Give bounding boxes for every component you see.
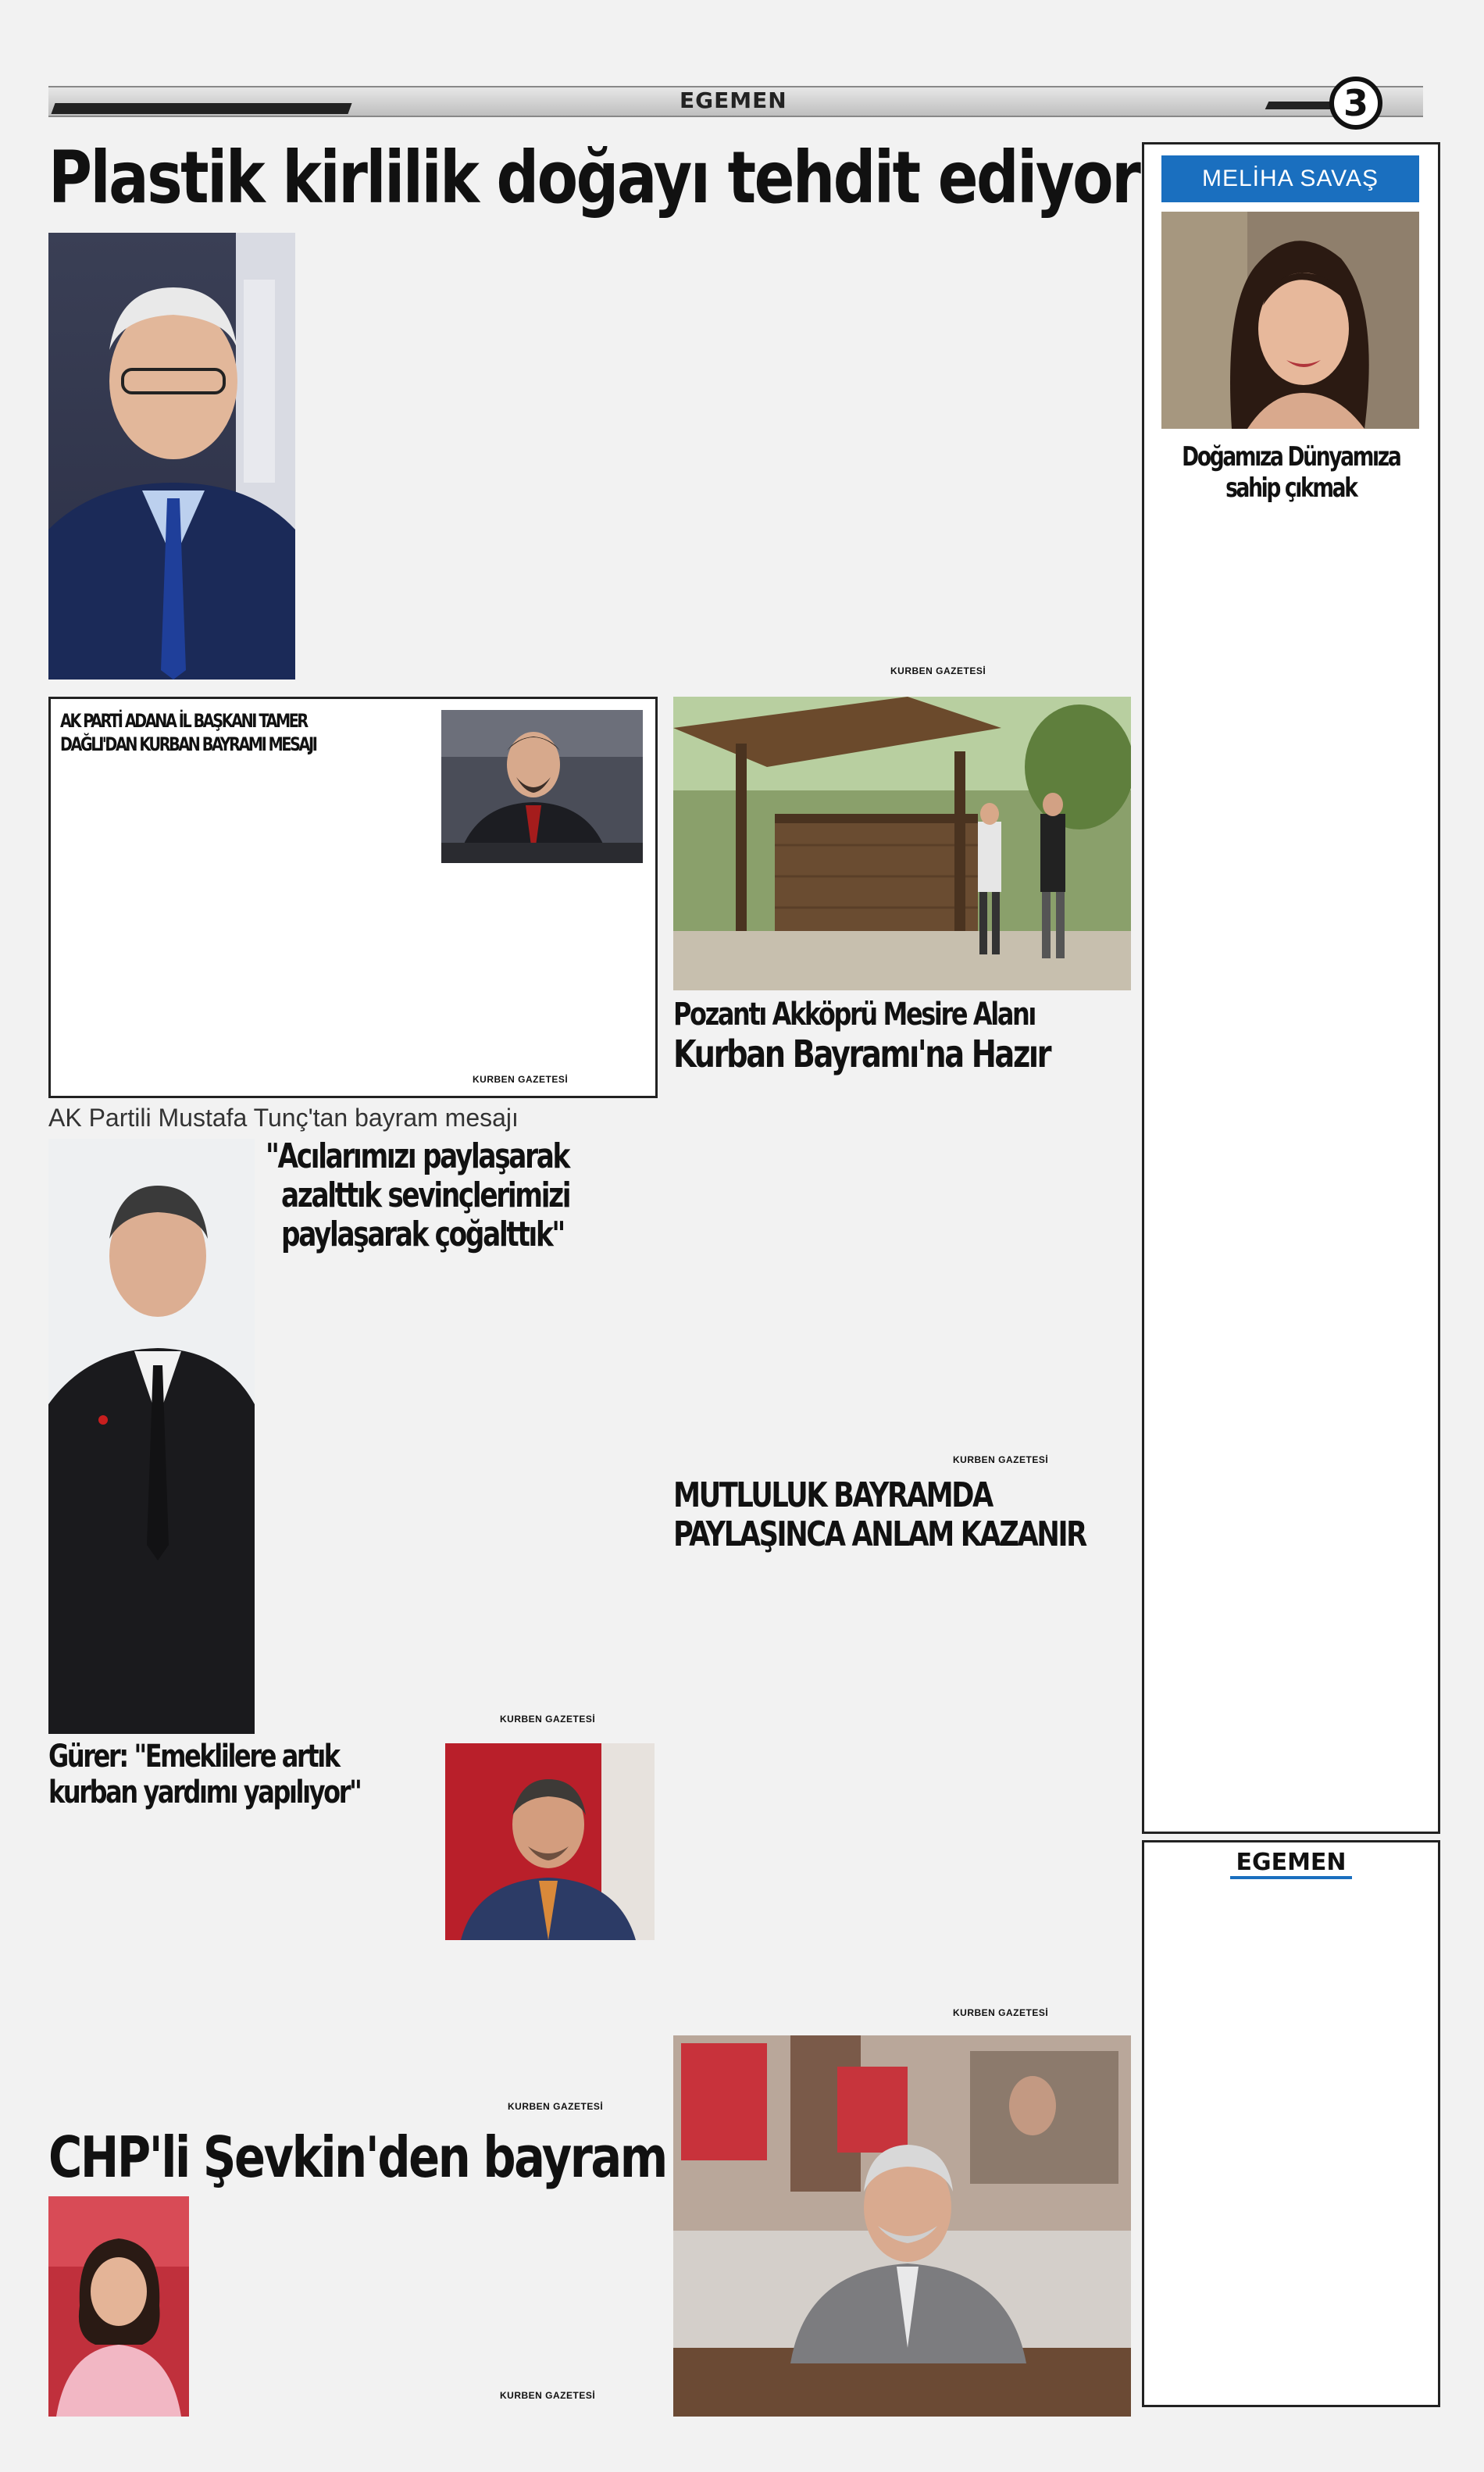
photo-main-portrait	[48, 233, 295, 680]
photo-sevkin	[48, 2196, 189, 2417]
sevkin-headline: CHP'li Şevkin'den bayram	[48, 2124, 666, 2190]
photo-tunc	[48, 1139, 255, 1734]
main-headline: Plastik kirlilik doğayı tehdit ediyor	[48, 136, 1140, 219]
masthead-imprint-box	[1142, 1840, 1440, 2407]
dagli-headline-line2: DAĞLI'DAN KURBAN BAYRAMI MESAJI	[60, 733, 316, 755]
imprint-brand: EGEMEN	[1230, 1849, 1352, 1879]
sevkin-col1	[205, 2196, 416, 2399]
tunc-headline-line1: "Acılarımızı paylaşarak	[266, 1136, 569, 1176]
pozanti-col2	[906, 1087, 1129, 1439]
pozanti-headline-line2: Kurban Bayramı'na Hazır	[673, 1033, 1051, 1076]
author-banner	[1161, 155, 1419, 202]
sevkin-signature: KURBEN GAZETESİ	[500, 2390, 596, 2401]
photo-office-portrait	[673, 2035, 1131, 2417]
tunc-kicker: AK Partili Mustafa Tunç'tan bayram mesajı	[48, 1104, 519, 1132]
page-number: 3	[1343, 82, 1368, 124]
imprint-lines	[1160, 1889, 1422, 1900]
mutluluk-signature: KURBEN GAZETESİ	[953, 2007, 1049, 2018]
gurer-headline-line2: kurban yardımı yapılıyor"	[48, 1775, 361, 1810]
photo-dagli	[441, 710, 643, 863]
tunc-headline-line2: azalttık sevinçlerimizi	[281, 1175, 570, 1215]
pozanti-signature: KURBEN GAZETESİ	[953, 1454, 1049, 1465]
gurer-col3	[461, 1946, 653, 2103]
tunc-col2	[464, 1264, 651, 1709]
gurer-headline-line1: Gürer: "Emeklilere artık	[48, 1739, 339, 1775]
dagli-signature: KURBEN GAZETESİ	[473, 1074, 569, 1085]
sidebar-title-line1: Doğamıza Dünyamıza	[1182, 441, 1400, 473]
tunc-signature: KURBEN GAZETESİ	[500, 1714, 596, 1725]
header-brand: EGEMEN	[680, 87, 787, 113]
tunc-headline-line3: paylaşarak çoğalttık"	[281, 1215, 564, 1254]
gurer-col2	[250, 1820, 437, 2109]
main-article-col1	[312, 233, 562, 680]
dagli-col2	[251, 765, 430, 1085]
photo-author	[1161, 212, 1419, 429]
tunc-col1	[270, 1264, 450, 1732]
page-number-badge	[1329, 77, 1382, 130]
main-article-signature: KURBEN GAZETESİ	[890, 665, 986, 676]
mutluluk-col2	[906, 1570, 1129, 2007]
mutluluk-col1	[673, 1570, 892, 2031]
photo-pozanti-park	[673, 697, 1131, 990]
pozanti-col1	[673, 1087, 892, 1454]
main-article-col2	[584, 233, 834, 680]
mutluluk-headline-line1: MUTLULUK BAYRAMDA	[673, 1475, 992, 1515]
dagli-article-box	[48, 697, 658, 1098]
section-tab	[51, 103, 351, 114]
gurer-signature: KURBEN GAZETESİ	[508, 2101, 604, 2112]
dagli-headline-line1: AK PARTİ ADANA İL BAŞKANI TAMER	[60, 710, 307, 732]
main-article-col3	[856, 233, 1115, 655]
author-name: MELİHA SAVAŞ	[1202, 166, 1379, 191]
pozanti-headline-line1: Pozantı Akköprü Mesire Alanı	[673, 997, 1035, 1033]
gurer-col1	[48, 1820, 236, 2109]
sevkin-col2	[434, 2196, 653, 2384]
sidebar-article-text	[1161, 524, 1419, 1977]
page-header	[48, 78, 1439, 123]
sidebar-column	[1142, 142, 1440, 1834]
dagli-col3	[441, 872, 643, 1068]
mutluluk-headline-line2: PAYLAŞINCA ANLAM KAZANIR	[673, 1514, 1086, 1554]
dagli-col1	[60, 765, 240, 1085]
photo-gurer	[445, 1743, 655, 1940]
sidebar-title-line2: sahip çıkmak	[1225, 473, 1357, 504]
